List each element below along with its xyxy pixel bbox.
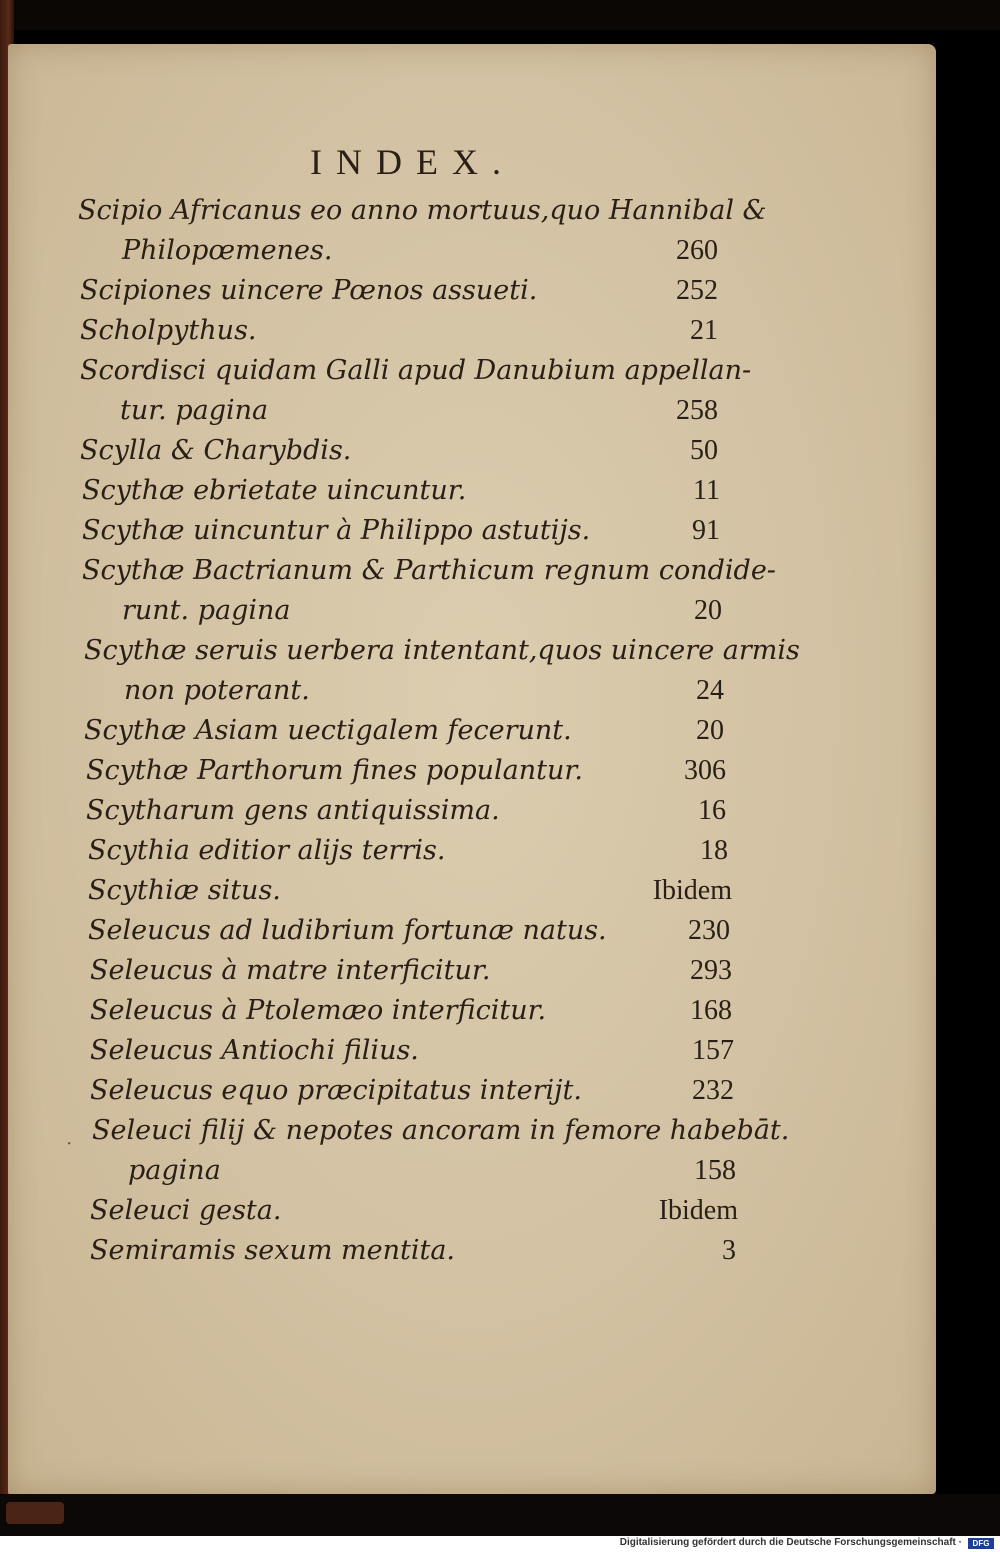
index-entry-page: 260	[676, 235, 718, 266]
index-entry-page: 3	[722, 1235, 736, 1266]
index-entry-text: Scythæ Parthorum fines populantur.	[86, 755, 583, 786]
index-entry-text: Scytharum gens antiquissima.	[86, 795, 500, 826]
index-entry-text: Seleucus à matre interficitur.	[90, 955, 491, 986]
index-entry-page: 24	[696, 675, 724, 706]
index-entry-text: Scipiones uincere Pœnos assueti.	[80, 275, 538, 306]
index-entry-text: Scipio Africanus eo anno mortuus,quo Hannibal &	[78, 195, 767, 226]
board-wear-spot	[6, 1502, 64, 1524]
footer-credit-text: Digitalisierung gefördert durch die Deutsche Forschungsgemeinschaft ·	[619, 1537, 962, 1548]
index-entry-text: tur. pagina	[120, 395, 269, 426]
index-entry-text: Scholpythus.	[80, 315, 257, 346]
digitization-footer	[0, 1536, 1000, 1552]
index-entry-text: Philopœmenes.	[122, 235, 333, 266]
index-entry-text: Scythiæ situs.	[88, 875, 281, 906]
index-entry-page: 20	[696, 715, 724, 746]
margin-mark: ·	[66, 1131, 73, 1155]
index-entry-page: 158	[694, 1155, 736, 1186]
index-entry-text: Scordisci quidam Galli apud Danubium appellan-	[80, 355, 752, 386]
index-entry-text: pagina	[128, 1155, 221, 1186]
index-entry-page: 168	[690, 995, 732, 1026]
index-entry-text: Seleuci filij & nepotes ancoram in femore habebāt.	[92, 1115, 790, 1146]
index-entry-text: non poterant.	[124, 675, 310, 706]
index-entry-page: 258	[676, 395, 718, 426]
dfg-logo: DFG	[968, 1538, 994, 1549]
index-entry-text: runt. pagina	[122, 595, 291, 626]
page-heading: INDEX.	[310, 142, 515, 182]
index-entry-page: 18	[700, 835, 728, 866]
index-entry-text: Seleucus equo præcipitatus interijt.	[90, 1075, 582, 1106]
index-entry-text: Scythia editior alijs terris.	[88, 835, 446, 866]
index-entry-page: 157	[692, 1035, 734, 1066]
index-entry-text: Scythæ seruis uerbera intentant,quos uincere armis	[84, 635, 800, 666]
index-entry-page: 306	[684, 755, 726, 786]
top-dark-strip	[0, 0, 1000, 30]
index-entry-page: 230	[688, 915, 730, 946]
index-entry-text: Scythæ ebrietate uincuntur.	[82, 475, 467, 506]
index-entry-page: 232	[692, 1075, 734, 1106]
index-entry-page: 50	[690, 435, 718, 466]
bottom-book-board	[0, 1494, 1000, 1536]
index-entry-text: Seleucus à Ptolemæo interficitur.	[90, 995, 547, 1026]
index-entry-text: Scythæ uincuntur à Philippo astutijs.	[82, 515, 591, 546]
index-entry-text: Scythæ Asiam uectigalem fecerunt.	[84, 715, 572, 746]
index-entry-page: 11	[693, 475, 720, 506]
index-entry-page: Ibidem	[652, 875, 732, 906]
index-entry-text: Seleuci gesta.	[90, 1195, 282, 1226]
index-entry-text: Scylla & Charybdis.	[80, 435, 352, 466]
index-entry-page: 16	[698, 795, 726, 826]
index-entry-text: Semiramis sexum mentita.	[90, 1235, 456, 1266]
index-entry-page: 252	[676, 275, 718, 306]
index-entry-page: 91	[692, 515, 720, 546]
index-entry-text: Seleucus ad ludibrium fortunæ natus.	[88, 915, 607, 946]
index-entry-page: Ibidem	[658, 1195, 738, 1226]
index-entry-page: 293	[690, 955, 732, 986]
index-entry-page: 21	[690, 315, 718, 346]
index-entry-text: Seleucus Antiochi filius.	[90, 1035, 419, 1066]
index-entry-text: Scythæ Bactrianum & Parthicum regnum condide-	[82, 555, 776, 586]
index-entry-page: 20	[694, 595, 722, 626]
